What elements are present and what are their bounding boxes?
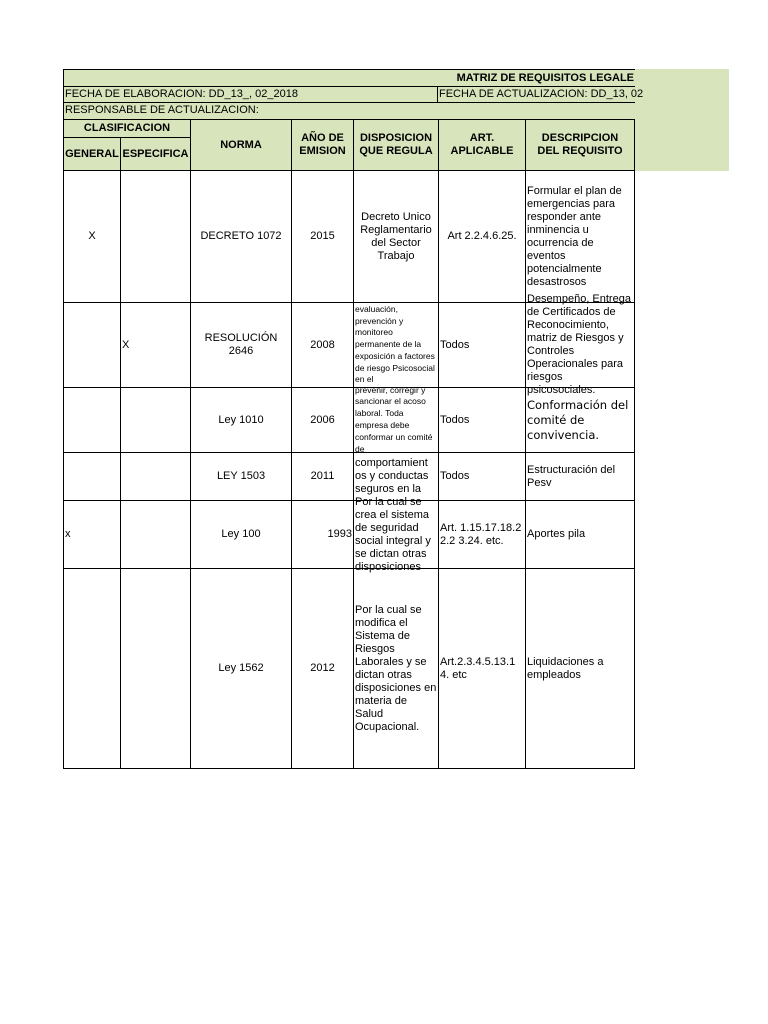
table-row-6-norma xyxy=(190,569,291,769)
fecha-actualizacion: FECHA DE ACTUALIZACION: DD_13, 02 xyxy=(439,88,644,100)
cell-text: 2006 xyxy=(310,413,335,426)
cell-text: 2008 xyxy=(310,338,335,351)
page-title: MATRIZ DE REQUISITOS LEGALE xyxy=(456,72,634,84)
table-row-2-general xyxy=(63,303,120,388)
cell-text: Liquidaciones a empleados xyxy=(527,655,604,681)
cell-text: x xyxy=(65,528,71,540)
cell-text: Desempeño, Entrega de Certificados de Reconocimiento, matriz de Riesgos y Controles Operacionales para riesgos psicosociales. xyxy=(527,293,631,396)
table-row-5-anio xyxy=(291,501,353,569)
table-row-1-disposicion xyxy=(353,171,438,303)
cell-text: Todos xyxy=(440,470,470,482)
cell-text: 2011 xyxy=(310,470,335,482)
cell-text: X xyxy=(88,230,96,242)
cell-text: Todos xyxy=(440,338,470,351)
table-row-5-art xyxy=(438,501,525,569)
fecha-elaboracion-cell xyxy=(63,87,438,103)
responsable-cell xyxy=(63,103,635,119)
table-row-4-disposicion xyxy=(353,453,438,501)
fecha-actualizacion-cell xyxy=(438,87,644,103)
table-row-3-disposicion xyxy=(353,384,438,454)
table-row-6-descripcion xyxy=(525,569,635,769)
cell-text: DECRETO 1072 xyxy=(200,230,282,242)
cell-text: DESCRIPCION DEL REQUISITO xyxy=(537,132,623,157)
table-row-1-especifica xyxy=(120,171,190,303)
col-especifica xyxy=(120,138,190,171)
table-row-1-art xyxy=(438,171,525,303)
table-row-6-general xyxy=(63,569,120,769)
table-row-3-norma xyxy=(190,388,291,453)
table-row-5-norma xyxy=(190,501,291,569)
col-disposicion xyxy=(353,119,438,171)
table-row-3-especifica xyxy=(120,388,190,453)
cell-text: Ley 1562 xyxy=(218,662,264,674)
table-row-5-especifica xyxy=(120,501,190,569)
table-row-1-descripcion xyxy=(525,171,635,303)
cell-text: Estructuración del Pesv xyxy=(527,463,616,489)
cell-text: Ley 100 xyxy=(221,528,261,540)
cell-text: Decreto Unico Reglamentario del Sector Trabajo xyxy=(360,210,432,262)
table-row-1-general xyxy=(63,171,120,303)
cell-text: CLASIFICACION xyxy=(83,122,171,134)
table-row-5-disposicion xyxy=(353,495,438,573)
table-row-2-descripcion xyxy=(525,293,635,396)
cell-text: evaluación, prevención y monitoreo permanente de la exposición a factores de riesgo Psicosocial en el xyxy=(355,303,435,385)
fecha-elaboracion: FECHA DE ELABORACION: DD_13_, 02_2018 xyxy=(65,88,298,100)
cell-text: DISPOSICION QUE REGULA xyxy=(359,132,433,157)
cell-text: Todos xyxy=(440,413,470,426)
table-row-2-anio xyxy=(291,303,353,388)
cell-text: 2012 xyxy=(310,662,335,674)
cell-text: LEY 1503 xyxy=(216,470,266,482)
table-row-3-descripcion xyxy=(525,388,635,453)
table-row-3-anio xyxy=(291,388,353,453)
responsable-label: RESPONSABLE DE ACTUALIZACION: xyxy=(65,104,259,116)
cell-text: Por la cual se modifica el Sistema de Riesgos Laborales y se dictan otras disposiciones en materia de Salud Ocupacional. xyxy=(355,603,437,733)
col-general xyxy=(63,138,120,171)
cell-text: Conformación del comité de convivencia. xyxy=(527,397,629,442)
table-row-6-anio xyxy=(291,569,353,769)
cell-text: 1993 xyxy=(327,528,352,540)
table-row-6-especifica xyxy=(120,569,190,769)
table-row-4-anio xyxy=(291,453,353,501)
table-row-6-disposicion xyxy=(353,569,438,769)
table-row-2-disposicion xyxy=(353,303,438,388)
cell-text: ART. APLICABLE xyxy=(450,132,514,157)
cell-text: Art 2.2.4.6.25. xyxy=(447,230,517,242)
cell-text: GENERAL xyxy=(65,147,119,160)
table-row-1-norma xyxy=(190,171,291,303)
table-row-2-norma xyxy=(190,303,291,388)
cell-text: comportamient os y conductas seguros en la xyxy=(355,457,429,495)
cell-text: ESPECIFICA xyxy=(122,147,189,160)
table-row-4-especifica xyxy=(120,453,190,501)
table-row-4-general xyxy=(63,453,120,501)
cell-text: Aportes pila xyxy=(527,528,586,540)
col-descripcion xyxy=(525,119,635,171)
cell-text: 2015 xyxy=(310,230,335,242)
table-row-5-descripcion xyxy=(525,501,635,569)
col-anio xyxy=(291,119,353,171)
matrix-title-cell xyxy=(63,69,635,87)
cell-text: Por la cual se crea el sistema de seguridad social integral y se dictan otras disposiciones xyxy=(355,495,431,573)
table-row-4-art xyxy=(438,453,525,501)
cell-text: Art.2.3.4.5.13.1 4. etc xyxy=(440,655,516,681)
table-row-3-general xyxy=(63,388,120,453)
table-row-4-norma xyxy=(190,453,291,501)
col-norma xyxy=(190,119,291,171)
cell-text: prevenir, corregir y sancionar el acoso laboral. Toda empresa debe conformar un comité de xyxy=(355,384,433,454)
cell-text: Formular el plan de emergencias para responder ante inminencia u ocurrencia de eventos potencialmente desastrosos xyxy=(527,184,622,288)
cell-text: NORMA xyxy=(220,138,262,151)
cell-text: X xyxy=(122,338,130,351)
cell-text: RESOLUCIÓN 2646 xyxy=(204,332,278,357)
table-row-2-especifica xyxy=(120,303,190,388)
cell-text: Art. 1.15.17.18.22.2 3.24. etc. xyxy=(440,521,522,547)
table-row-4-descripcion xyxy=(525,453,635,501)
cell-text: Ley 1010 xyxy=(218,413,264,426)
table-row-1-anio xyxy=(291,171,353,303)
col-clasificacion xyxy=(63,119,190,138)
table-row-2-art xyxy=(438,303,525,388)
cell-text: AÑO DE EMISION xyxy=(299,132,346,157)
table-row-3-art xyxy=(438,388,525,453)
table-row-5-general xyxy=(63,501,120,569)
col-art xyxy=(438,119,525,171)
table-row-6-art xyxy=(438,569,525,769)
